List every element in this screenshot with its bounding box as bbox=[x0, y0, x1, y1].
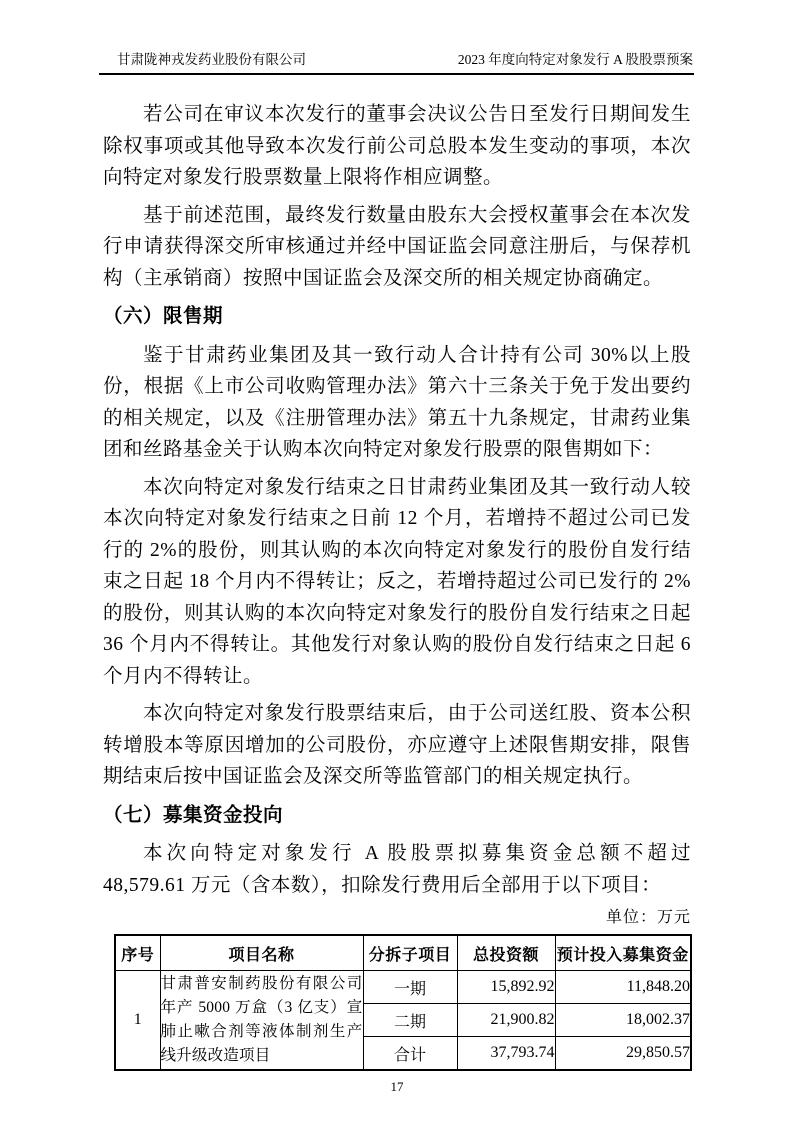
cell-phase-2-raised: 18,002.37 bbox=[555, 1004, 691, 1037]
running-header bbox=[99, 52, 694, 75]
table-header-row bbox=[115, 935, 691, 971]
paragraph-lockup-additional: 本次向特定对象发行股票结束后，由于公司送红股、资本公积转增股本等原因增加的公司股份，亦应遵守上述限售期安排，限售期结束后按中国证监会及深交所等监管部门的相关规定执行。 bbox=[103, 703, 691, 787]
section-heading-use-of-proceeds: （七）募集资金投向 bbox=[103, 803, 284, 826]
col-header-serial-no: 序号 bbox=[115, 935, 160, 971]
cell-phase-2-total: 21,900.82 bbox=[457, 1004, 555, 1037]
cell-subtotal-raised: 29,850.57 bbox=[555, 1037, 691, 1071]
fund-projects-table bbox=[114, 934, 692, 1071]
table-unit-label: 单位：万元 bbox=[605, 909, 691, 926]
paragraph-share-adjustment: 若公司在审议本次发行的董事会决议公告日至发行日期间发生除权事项或其他导致本次发行前公司总股本发生变动的事项，本次向特定对象发行股票数量上限将作相应调整。 bbox=[103, 104, 691, 188]
header-doc-title: 2023 年度向特定对象发行 A 股股票预案 bbox=[457, 52, 693, 67]
cell-serial-no: 1 bbox=[115, 971, 160, 1071]
cell-subtotal-label: 合计 bbox=[363, 1037, 457, 1071]
section-heading-lockup-period: （六）限售期 bbox=[103, 305, 224, 327]
col-header-total-investment: 总投资额 bbox=[457, 935, 555, 971]
page-number: 17 bbox=[390, 1079, 404, 1094]
cell-phase-1-raised: 11,848.20 bbox=[555, 971, 691, 1004]
paragraph-lockup-detail: 本次向特定对象发行结束之日甘肃药业集团及其一致行动人较本次向特定对象发行结束之日前 12 个月，若增持不超过公司已发行的 2%的股份，则其认购的本次向特定对象发行的股份自发行结束之日起 18 个月内不得转让；反之，若增持超过公司已发行的 2%的股份，则其认购的本次向特定对象发行的股份自发行结束之日起 36 个月内不得转让。其他发行对象认购的股份自发行结束之日起 6 个月内不得转让。 bbox=[103, 476, 691, 687]
col-header-project-name: 项目名称 bbox=[160, 935, 363, 971]
paragraph-lockup-intro: 鉴于甘肃药业集团及其一致行动人合计持有公司 30%以上股份，根据《上市公司收购管理办法》第六十三条关于免于发出要约的相关规定，以及《注册管理办法》第五十九条规定，甘肃药业集团和丝路基金关于认购本次向特定对象发行股票的限售期如下： bbox=[103, 344, 691, 460]
table-row bbox=[115, 971, 691, 1004]
col-header-planned-raised-funds: 预计投入募集资金 bbox=[555, 935, 691, 971]
cell-project-name: 甘肃普安制药股份有限公司年产 5000 万盒（3 亿支）宣肺止嗽合剂等液体制剂生产线升级改造项目 bbox=[160, 971, 363, 1071]
paragraph-final-quantity: 基于前述范围，最终发行数量由股东大会授权董事会在本次发行申请获得深交所审核通过并经中国证监会同意注册后，与保荐机构（主承销商）按照中国证监会及深交所的相关规定协商确定。 bbox=[103, 204, 691, 289]
header-company-name: 甘肃陇神戎发药业股份有限公司 bbox=[117, 52, 306, 67]
document-body bbox=[103, 99, 691, 1095]
cell-subtotal-total: 37,793.74 bbox=[457, 1037, 555, 1071]
cell-phase-1: 一期 bbox=[363, 971, 457, 1004]
cell-phase-2: 二期 bbox=[363, 1004, 457, 1037]
col-header-sub-project: 分拆子项目 bbox=[363, 935, 457, 971]
cell-phase-1-total: 15,892.92 bbox=[457, 971, 555, 1004]
paragraph-proceeds-total: 本次向特定对象发行 A 股股票拟募集资金总额不超过 48,579.61 万元（含本数），扣除发行费用后全部用于以下项目： bbox=[103, 843, 691, 896]
